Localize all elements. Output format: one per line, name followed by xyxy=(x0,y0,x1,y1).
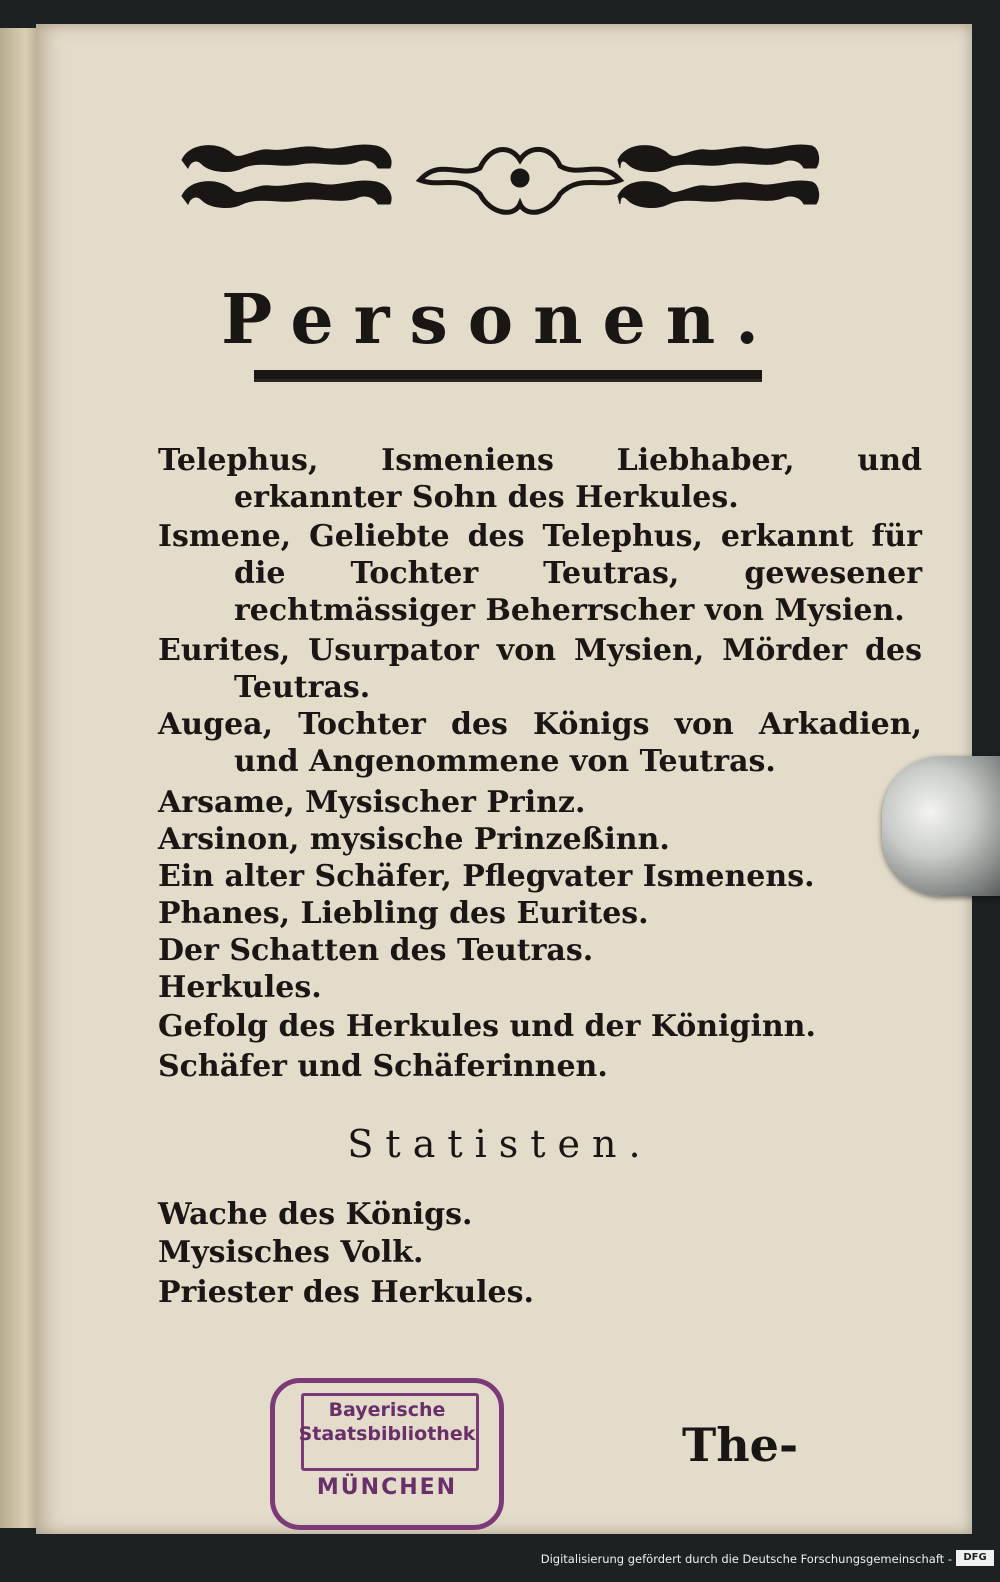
character-entry: Augea, Tochter des Königs von Arkadien, und Angenommene von Teutras. xyxy=(158,707,922,779)
character-entry: Telephus, Ismeniens Liebhaber, und erkannter Sohn des Herkules. xyxy=(158,443,922,515)
character-entry: Herkules. xyxy=(158,970,322,1005)
statisten-entry: Priester des Herkules. xyxy=(158,1275,534,1310)
character-entry: Eurites, Usurpator von Mysien, Mörder des Teutras. xyxy=(158,633,922,705)
character-entry: Schäfer und Schäferinnen. xyxy=(158,1049,608,1084)
character-entry: Arsinon, mysische Prinzeßinn. xyxy=(158,822,670,857)
character-entry: Gefolg des Herkules und der Königinn. xyxy=(158,1009,816,1044)
statisten-entry: Wache des Königs. xyxy=(158,1197,473,1232)
stamp-line: Staatsbibliothek xyxy=(298,1423,476,1445)
section-heading: Statisten. xyxy=(347,1122,653,1166)
character-entry: Der Schatten des Teutras. xyxy=(158,933,594,968)
character-entry: Ismene, Geliebte des Telephus, erkannt für die Tochter Teutras, gewesener rechtmässiger Beherrscher von Mysien. xyxy=(158,519,922,628)
library-stamp xyxy=(270,1378,504,1530)
funding-note: Digitalisierung gefördert durch die Deutsche Forschungsgemeinschaft - xyxy=(540,1552,952,1566)
catchword: The- xyxy=(682,1418,799,1472)
decorative-ornament xyxy=(180,138,820,222)
title-rule xyxy=(254,370,762,382)
stamp-line: Bayerische xyxy=(328,1399,446,1421)
dfg-logo-icon: DFG xyxy=(956,1550,994,1566)
statisten-entry: Mysisches Volk. xyxy=(158,1235,424,1270)
character-entry: Arsame, Mysischer Prinz. xyxy=(158,785,586,820)
page-title: Personen. xyxy=(221,280,779,360)
character-entry: Phanes, Liebling des Eurites. xyxy=(158,896,649,931)
stamp-city: MÜNCHEN xyxy=(316,1475,458,1500)
page-clip xyxy=(882,756,1000,896)
character-entry: Ein alter Schäfer, Pflegvater Ismenens. xyxy=(158,859,815,894)
